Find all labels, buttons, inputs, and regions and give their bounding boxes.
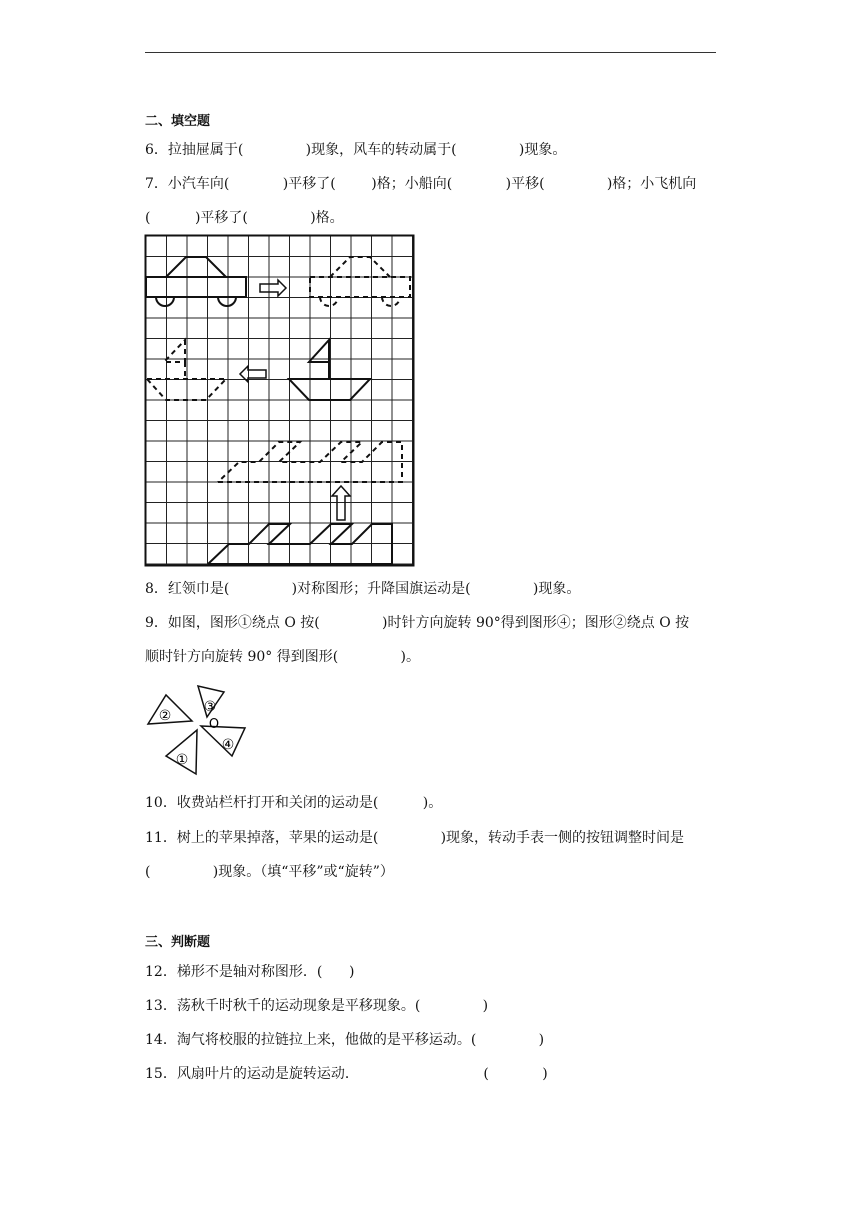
header-rule	[145, 52, 716, 53]
car-shape	[146, 257, 246, 306]
question-11-line2: ( )现象。（填“平移”或“旋转”）	[145, 864, 394, 880]
question-12: 12．梯形不是轴对称图形．( )	[145, 964, 355, 980]
shape-3-label: ③	[203, 699, 217, 715]
question-14: 14．淘气将校服的拉链拉上来，他做的是平移运动。( )	[145, 1032, 545, 1048]
question-7-line2: ( )平移了( )格。	[145, 210, 344, 226]
question-15: 15．风扇叶片的运动是旋转运动． ( )	[145, 1066, 548, 1082]
shape-2-label: ②	[158, 708, 172, 724]
question-9-line2: 顺时针方向旋转 90° 得到图形( )。	[145, 649, 420, 665]
translation-grid-figure	[144, 234, 416, 570]
question-10: 10．收费站栏杆打开和关闭的运动是( )。	[145, 795, 443, 811]
question-6: 6．拉抽屉属于( )现象，风车的转动属于( )现象。	[145, 142, 567, 158]
question-11-line1: 11．树上的苹果掉落，苹果的运动是( )现象，转动手表一侧的按钮调整时间是	[145, 830, 685, 846]
shape-4-label: ④	[221, 737, 235, 753]
question-8: 8．红领巾是( )对称图形；升降国旗运动是( )现象。	[145, 581, 581, 597]
car-shape-dashed	[310, 257, 410, 306]
center-point-label: O	[208, 717, 220, 732]
right-arrow-icon	[260, 280, 286, 296]
question-13: 13．荡秋千时秋千的运动现象是平移现象。( )	[145, 998, 489, 1014]
pinwheel-figure	[144, 682, 250, 778]
section-heading-fill-blank: 二、填空题	[145, 114, 211, 129]
shape-1-label: ①	[175, 752, 189, 768]
section-heading-true-false: 三、判断题	[145, 935, 211, 950]
question-9-line1: 9．如图，图形①绕点 O 按( )时针方向旋转 90°得到图形④；图形②绕点 O 按	[145, 615, 690, 631]
boat-shape	[289, 340, 370, 400]
question-7-line1: 7．小汽车向( )平移了( )格；小船向( )平移( )格；小飞机向	[145, 176, 697, 192]
